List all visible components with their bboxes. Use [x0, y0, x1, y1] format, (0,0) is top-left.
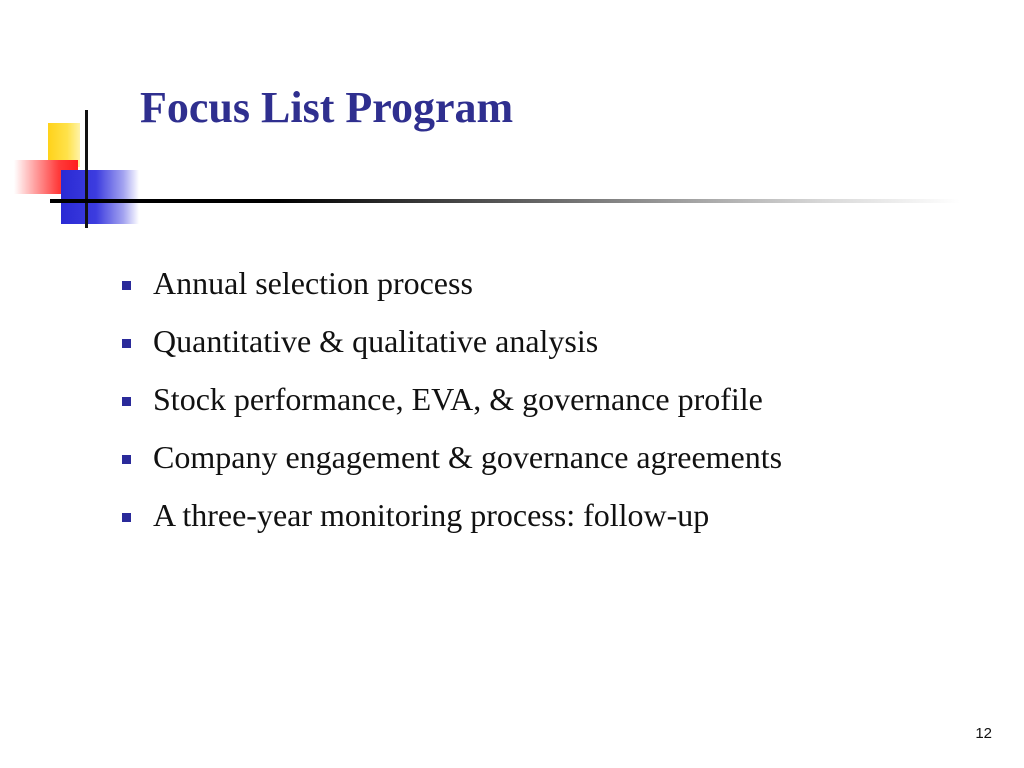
page-number: 12 [975, 725, 992, 742]
bullet-text: Company engagement & governance agreements [153, 438, 783, 475]
bullet-text: Quantitative & qualitative analysis [153, 322, 599, 359]
blue-square-decoration [61, 170, 139, 224]
vertical-rule [85, 110, 88, 228]
bullet-square-icon [122, 455, 131, 464]
bullet-item [122, 370, 782, 428]
bullet-item [122, 254, 782, 312]
bullet-square-icon [122, 339, 131, 348]
bullet-item [122, 428, 782, 486]
title-underline [50, 199, 960, 203]
bullet-text: Stock performance, EVA, & governance profile [153, 380, 763, 417]
bullet-list [122, 254, 782, 544]
decorative-logo [0, 0, 140, 240]
slide-title: Focus List Program [140, 83, 514, 132]
bullet-item [122, 312, 782, 370]
bullet-text: A three-year monitoring process: follow-up [153, 496, 710, 533]
bullet-item [122, 486, 782, 544]
bullet-square-icon [122, 513, 131, 522]
bullet-square-icon [122, 397, 131, 406]
bullet-text: Annual selection process [153, 264, 473, 301]
bullet-square-icon [122, 281, 131, 290]
